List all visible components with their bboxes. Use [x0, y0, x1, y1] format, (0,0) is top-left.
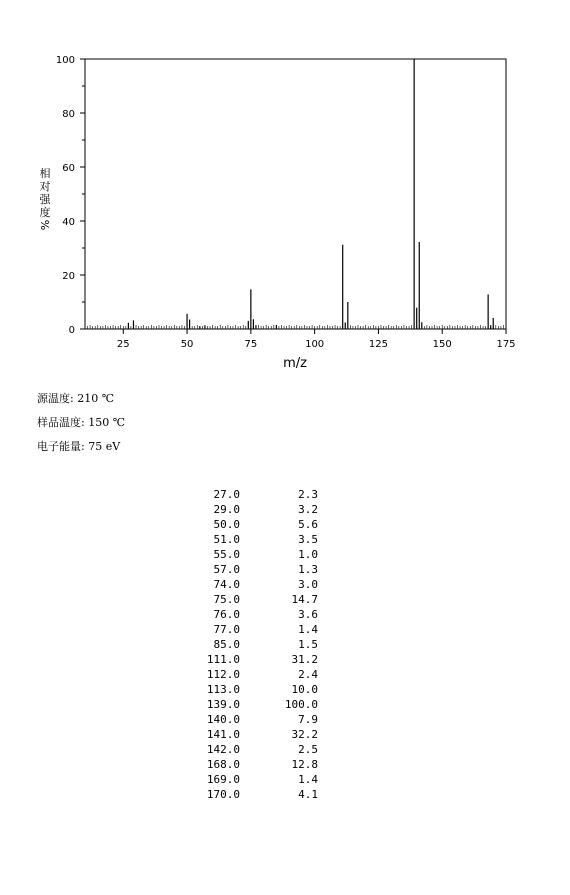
peak-intensity: 1.5	[298, 638, 318, 651]
peak-row	[180, 532, 318, 547]
x-axis-title: m/z	[283, 356, 307, 371]
peak-mz: 170.0	[206, 788, 240, 801]
x-tick-label: 25	[116, 339, 130, 350]
y-axis-title-char: 度	[39, 206, 51, 219]
condition-value: 150 ℃	[88, 416, 126, 429]
baseline-noise	[85, 325, 503, 329]
peak-intensity: 2.4	[298, 668, 318, 681]
instrument-conditions	[37, 387, 125, 459]
peak-mz: 57.0	[213, 563, 240, 576]
peak-mz: 142.0	[206, 743, 240, 756]
condition-value: 210 ℃	[77, 392, 115, 405]
x-axis-ticks	[117, 329, 516, 350]
peak-row	[180, 592, 318, 607]
peak-mz: 168.0	[206, 758, 240, 771]
peak-row	[180, 547, 318, 562]
condition-source-temperature	[37, 387, 125, 411]
y-axis-title-char: %	[38, 219, 51, 231]
peak-intensity: 3.2	[298, 503, 318, 516]
peak-mz: 55.0	[213, 548, 240, 561]
peak-intensity: 2.5	[298, 743, 318, 756]
plot-frame	[85, 59, 506, 329]
peak-mz: 112.0	[206, 668, 240, 681]
peak-intensity: 3.0	[298, 578, 318, 591]
peak-row	[180, 622, 318, 637]
peak-row	[180, 787, 318, 802]
y-tick-label: 80	[62, 109, 75, 120]
condition-label: 电子能量:	[37, 440, 85, 453]
condition-label: 样品温度:	[37, 416, 85, 429]
peak-intensity: 1.4	[298, 773, 318, 786]
y-axis-title	[38, 166, 52, 230]
peak-intensity: 2.3	[298, 488, 318, 501]
peak-intensity: 3.5	[298, 533, 318, 546]
peak-intensity: 1.3	[298, 563, 318, 576]
peak-mz: 75.0	[213, 593, 240, 606]
peak-row	[180, 487, 318, 502]
x-tick-label: 175	[496, 339, 516, 350]
y-axis-title-char: 强	[39, 193, 51, 206]
peak-intensity: 14.7	[291, 593, 318, 606]
y-axis-title-char: 相	[39, 167, 51, 180]
peak-mz: 111.0	[206, 653, 240, 666]
x-tick-label: 150	[432, 339, 452, 350]
peak-mz: 140.0	[206, 713, 240, 726]
mass-spectrum-chart	[0, 0, 570, 380]
peak-intensity: 1.0	[298, 548, 318, 561]
y-tick-label: 60	[62, 163, 75, 174]
x-tick-label: 50	[180, 339, 194, 350]
x-tick-label: 100	[305, 339, 325, 350]
peak-intensity: 12.8	[291, 758, 318, 771]
peak-intensity: 32.2	[291, 728, 318, 741]
peak-intensity: 4.1	[298, 788, 318, 801]
peak-intensity: 5.6	[298, 518, 318, 531]
peak-row	[180, 637, 318, 652]
y-tick-label: 0	[68, 325, 75, 336]
peak-intensity: 10.0	[291, 683, 318, 696]
peak-row	[180, 652, 318, 667]
peak-row	[180, 502, 318, 517]
peak-mz: 76.0	[213, 608, 240, 621]
condition-electron-energy	[37, 435, 125, 459]
peak-row	[180, 562, 318, 577]
y-axis-title-char: 对	[39, 180, 51, 193]
peak-mz: 141.0	[206, 728, 240, 741]
peak-intensity: 3.6	[298, 608, 318, 621]
peak-mz: 50.0	[213, 518, 240, 531]
peak-intensity: 7.9	[298, 713, 318, 726]
peak-row	[180, 667, 318, 682]
peak-bars	[128, 59, 493, 329]
peak-row	[180, 697, 318, 712]
y-tick-label: 100	[55, 55, 75, 66]
peak-mz: 51.0	[213, 533, 240, 546]
peak-row	[180, 727, 318, 742]
peak-intensity: 100.0	[284, 698, 318, 711]
x-tick-label: 125	[368, 339, 388, 350]
peak-row	[180, 712, 318, 727]
peak-row	[180, 772, 318, 787]
peak-mz: 77.0	[213, 623, 240, 636]
x-tick-label: 75	[244, 339, 258, 350]
condition-sample-temperature	[37, 411, 125, 435]
peak-mz: 74.0	[213, 578, 240, 591]
peak-row	[180, 577, 318, 592]
peak-row	[180, 682, 318, 697]
y-tick-label: 20	[62, 271, 75, 282]
peak-row	[180, 607, 318, 622]
condition-label: 源温度:	[37, 392, 74, 405]
peak-list-table	[180, 487, 318, 802]
peak-mz: 85.0	[213, 638, 240, 651]
peak-mz: 169.0	[206, 773, 240, 786]
peak-mz: 139.0	[206, 698, 240, 711]
peak-row	[180, 517, 318, 532]
peak-intensity: 31.2	[291, 653, 318, 666]
y-axis-ticks	[56, 55, 85, 336]
peak-intensity: 1.4	[298, 623, 318, 636]
y-tick-label: 40	[62, 217, 75, 228]
peak-row	[180, 742, 318, 757]
peak-mz: 27.0	[213, 488, 240, 501]
peak-mz: 29.0	[213, 503, 240, 516]
peak-mz: 113.0	[206, 683, 240, 696]
condition-value: 75 eV	[88, 440, 121, 453]
peak-row	[180, 757, 318, 772]
